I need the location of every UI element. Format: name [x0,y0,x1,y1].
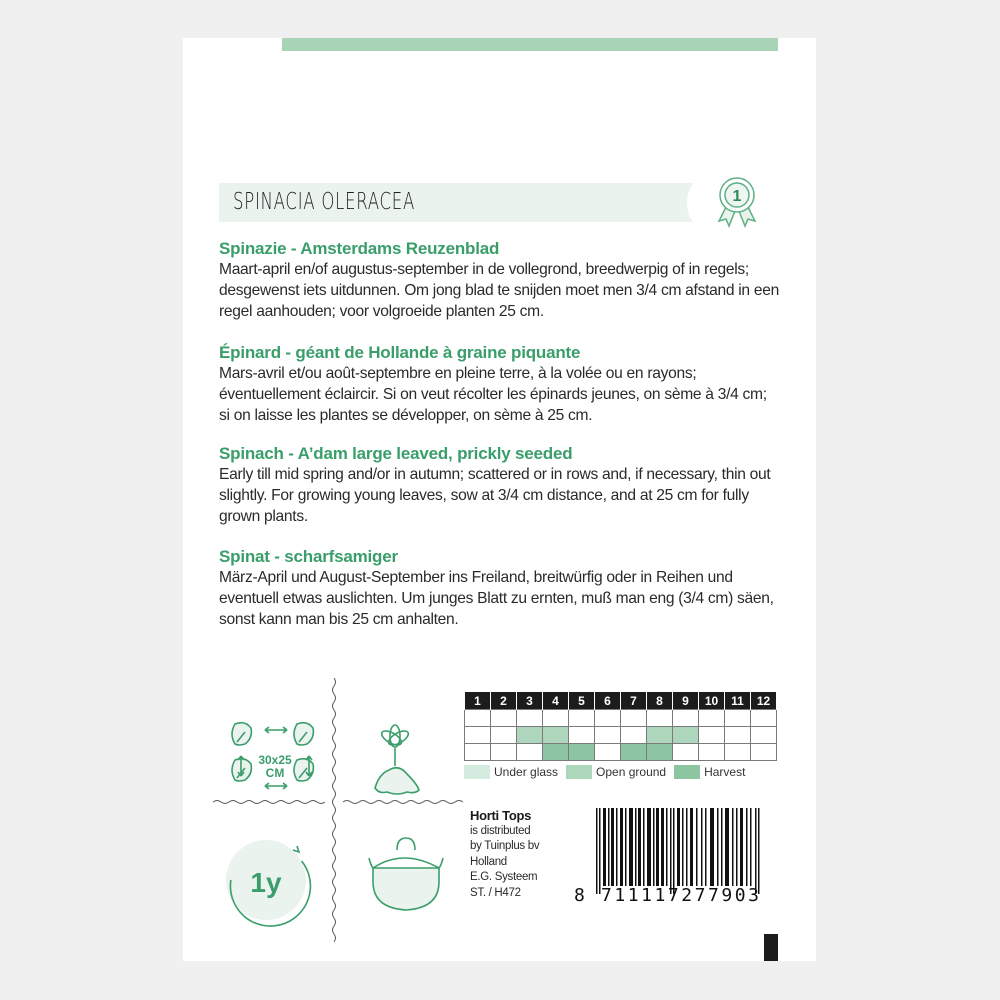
section-body: Early till mid spring and/or in autumn; scattered or in rows and, if necessary, thin out slightly. For growing young leaves, sow at 3/4 cm distance, and at 25 cm for fully grown plants. [219,466,771,525]
sowing-calendar [464,692,777,761]
section-title: Spinazie - Amsterdams Reuzenblad [219,239,500,258]
flower-in-soil-icon [375,725,419,794]
legend-under-glass: Under glass [464,765,558,779]
legend-harvest: Harvest [674,765,745,779]
section-body: März-April und August-September ins Freiland, breitwürfig oder in Reihen und eventuell etwas auslichten. Um junges Blatt zu ernten, muß man eng (3/4 cm) säen, sonst kann man bis 25 cm anhalten. [219,569,774,628]
month-header: 4 [543,692,569,710]
section-title: Spinach - A’dam large leaved, prickly seeded [219,444,573,463]
month-header: 8 [647,692,673,710]
section-french [219,343,779,426]
section-english [219,444,779,527]
horizontal-wavy-divider [213,801,463,804]
ean-barcode [574,808,779,903]
calendar-legend [464,765,753,779]
brand-name: Horti Tops [470,808,532,823]
registration-mark [764,934,778,961]
lifecycle-label: 1y [250,867,282,898]
month-header: 2 [491,692,517,710]
row-harvest [465,744,777,761]
spacing-unit: CM [265,766,285,780]
section-title: Spinat - scharfsamiger [219,547,398,566]
section-body: Mars-avril et/ou août-septembre en pleine terre, à la volée ou en rayons; éventuellement éclaircir. Si on veut récolter les épinards jeunes, on sème à 3/4 cm; si on laisse les plantes se développer, on sème à 25 cm. [219,365,767,424]
month-header: 6 [595,692,621,710]
award-ribbon-icon [713,173,761,231]
seed-packet-back [183,38,816,961]
section-title: Épinard - géant de Hollande à graine piquante [219,343,581,362]
vertical-wavy-divider [333,678,336,942]
month-header: 10 [699,692,725,710]
annual-cycle-icon [220,840,320,937]
top-color-bar [282,38,778,51]
botanical-name: SPINACIA OLERACEA [233,189,416,215]
growing-icons-panel [213,678,463,948]
barcode-first-digit: 8 [574,885,585,903]
botanical-name-banner [219,183,709,222]
calendar-header-row [465,692,777,710]
month-header: 1 [465,692,491,710]
section-german [219,547,779,630]
month-header: 12 [751,692,777,710]
spacing-value: 30x25 [258,753,292,767]
section-dutch [219,239,779,322]
section-body: Maart-april en/of augustus-september in de vollegrond, breedwerpig of in regels; desgewenst iets uitdunnen. Om jong blad te snijden moet men 3/4 cm afstand in een regel aanhouden; voor volgroeide planten 25 cm. [219,261,779,320]
month-header: 3 [517,692,543,710]
row-open-ground [465,727,777,744]
badge-number: 1 [732,188,742,205]
row-under-glass [465,710,777,727]
barcode-digits: 711117277903 [601,885,759,903]
cooking-pot-icon [369,838,443,910]
month-header: 5 [569,692,595,710]
month-header: 9 [673,692,699,710]
distributor-info: Horti Tops is distributed by Tuinplus bv Holland E.G. Systeem ST. / H472 [470,808,540,899]
legend-open-ground: Open ground [566,765,666,779]
month-header: 7 [621,692,647,710]
month-header: 11 [725,692,751,710]
